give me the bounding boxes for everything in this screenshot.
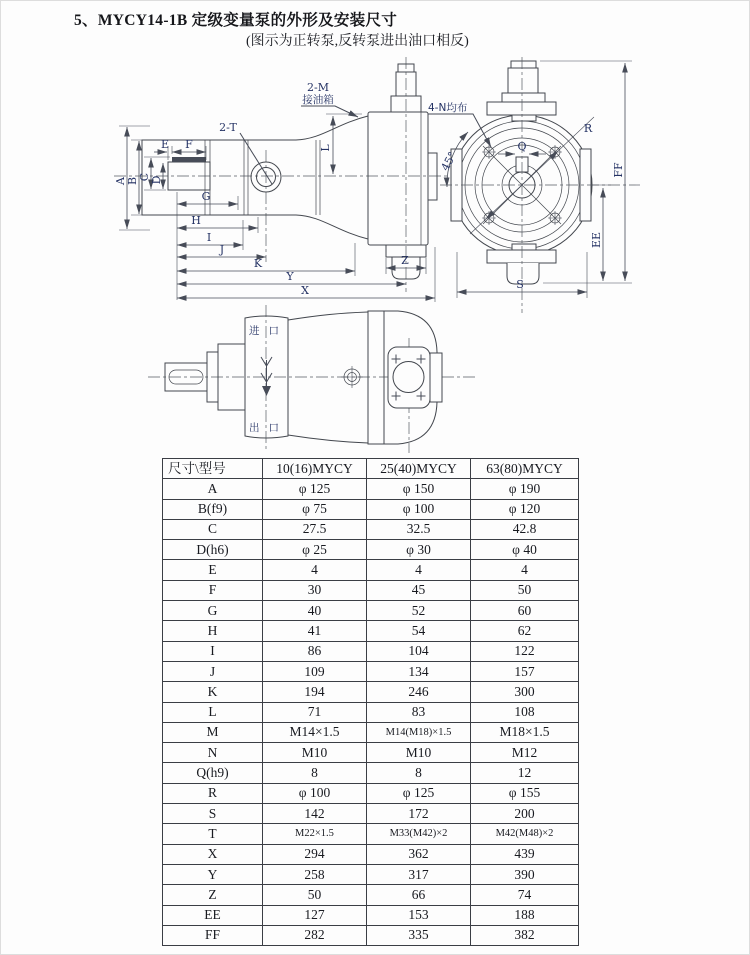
table-row bbox=[163, 499, 579, 519]
table-cell: 104 bbox=[367, 641, 471, 661]
table-cell: 41 bbox=[263, 621, 367, 641]
table-row bbox=[163, 601, 579, 621]
corner-header: 尺寸\型号 bbox=[163, 459, 263, 479]
dim-label-Z: Z bbox=[401, 254, 409, 267]
row-label: I bbox=[163, 641, 263, 661]
side-view-drawing bbox=[114, 57, 450, 302]
row-label: T bbox=[163, 824, 263, 844]
dim-label-Y: Y bbox=[286, 270, 294, 283]
dim-label-EE: EE bbox=[590, 231, 603, 249]
table-cell: M22×1.5 bbox=[263, 824, 367, 844]
table-cell: 8 bbox=[367, 763, 471, 783]
dim-label-E: E bbox=[160, 138, 170, 151]
table-cell: M42(M48)×2 bbox=[471, 824, 579, 844]
table-cell: 300 bbox=[471, 682, 579, 702]
angle-label: 45° bbox=[438, 149, 460, 174]
table-cell: φ 150 bbox=[367, 479, 471, 499]
table-cell: 30 bbox=[263, 580, 367, 600]
dim-label-K: K bbox=[253, 257, 263, 270]
table-row bbox=[163, 682, 579, 702]
table-cell: M14×1.5 bbox=[263, 722, 367, 742]
table-cell: 40 bbox=[263, 601, 367, 621]
table-cell: 50 bbox=[263, 885, 367, 905]
table-row bbox=[163, 864, 579, 884]
row-label: EE bbox=[163, 905, 263, 925]
column-header: 63(80)MYCY bbox=[471, 459, 579, 479]
row-label: M bbox=[163, 722, 263, 742]
table-cell: φ 25 bbox=[263, 540, 367, 560]
table-row bbox=[163, 621, 579, 641]
row-label: B(f9) bbox=[163, 499, 263, 519]
table-row bbox=[163, 722, 579, 742]
dim-label-J: J bbox=[219, 243, 225, 256]
table-cell: M10 bbox=[367, 743, 471, 763]
dim-label-S: S bbox=[516, 278, 524, 291]
table-cell: φ 75 bbox=[263, 499, 367, 519]
row-label: J bbox=[163, 661, 263, 681]
dim-label-FF: FF bbox=[612, 162, 625, 178]
table-cell: 71 bbox=[263, 702, 367, 722]
outlet-label: 出口 bbox=[249, 422, 288, 434]
dim-label-I: I bbox=[206, 231, 212, 244]
table-cell: φ 190 bbox=[471, 479, 579, 499]
dim-label-Q: Q bbox=[517, 140, 527, 153]
row-label: A bbox=[163, 479, 263, 499]
table-row bbox=[163, 844, 579, 864]
table-cell: φ 120 bbox=[471, 499, 579, 519]
table-cell: 109 bbox=[263, 661, 367, 681]
table-cell: 258 bbox=[263, 864, 367, 884]
table-cell: φ 125 bbox=[367, 783, 471, 803]
table-cell: 294 bbox=[263, 844, 367, 864]
table-cell: 153 bbox=[367, 905, 471, 925]
bolt-pattern-label: 4-N均布 bbox=[428, 102, 468, 114]
row-label: R bbox=[163, 783, 263, 803]
shaft-key bbox=[172, 157, 206, 162]
row-label: G bbox=[163, 601, 263, 621]
row-label: Z bbox=[163, 885, 263, 905]
table-cell: M14(M18)×1.5 bbox=[367, 722, 471, 742]
rotation-arrow-icon bbox=[261, 357, 272, 396]
table-cell: 27.5 bbox=[263, 519, 367, 539]
row-label: C bbox=[163, 519, 263, 539]
table-cell: 108 bbox=[471, 702, 579, 722]
table-cell: 362 bbox=[367, 844, 471, 864]
table-cell: M12 bbox=[471, 743, 579, 763]
technical-drawing bbox=[0, 0, 750, 458]
table-cell: 4 bbox=[263, 560, 367, 580]
table-cell: 246 bbox=[367, 682, 471, 702]
row-label: D(h6) bbox=[163, 540, 263, 560]
row-label: FF bbox=[163, 925, 263, 945]
dim-label-C: C bbox=[138, 172, 151, 182]
column-header: 25(40)MYCY bbox=[367, 459, 471, 479]
dim-label-X: X bbox=[301, 284, 309, 297]
table-row bbox=[163, 824, 579, 844]
table-cell: 4 bbox=[367, 560, 471, 580]
table-cell: 157 bbox=[471, 661, 579, 681]
row-label: K bbox=[163, 682, 263, 702]
table-row bbox=[163, 661, 579, 681]
page-subtitle: (图示为正转泵,反转泵进出油口相反) bbox=[246, 34, 469, 49]
table-cell: 12 bbox=[471, 763, 579, 783]
row-label: Y bbox=[163, 864, 263, 884]
table-cell: 4 bbox=[471, 560, 579, 580]
table-cell: 142 bbox=[263, 804, 367, 824]
dim-label-F: F bbox=[185, 138, 193, 151]
dim-label-A: A bbox=[114, 177, 127, 185]
table-cell: 439 bbox=[471, 844, 579, 864]
row-label: H bbox=[163, 621, 263, 641]
dimension-table-body bbox=[163, 459, 579, 946]
row-label: X bbox=[163, 844, 263, 864]
dim-label-R: R bbox=[583, 122, 593, 135]
table-cell: 282 bbox=[263, 925, 367, 945]
dim-label-G: G bbox=[201, 190, 211, 203]
row-label: S bbox=[163, 804, 263, 824]
table-cell: 335 bbox=[367, 925, 471, 945]
table-row bbox=[163, 804, 579, 824]
table-cell: 32.5 bbox=[367, 519, 471, 539]
top-view-drawing bbox=[148, 305, 478, 453]
table-row bbox=[163, 925, 579, 945]
table-cell: 188 bbox=[471, 905, 579, 925]
table-cell: φ 155 bbox=[471, 783, 579, 803]
table-cell: φ 100 bbox=[367, 499, 471, 519]
table-row bbox=[163, 479, 579, 499]
row-label: N bbox=[163, 743, 263, 763]
table-cell: M10 bbox=[263, 743, 367, 763]
table-row bbox=[163, 560, 579, 580]
dim-label-B: B bbox=[126, 176, 139, 186]
dim-label-L: L bbox=[319, 144, 332, 152]
table-cell: 60 bbox=[471, 601, 579, 621]
dimension-table bbox=[162, 458, 579, 946]
table-row bbox=[163, 540, 579, 560]
front-view-drawing bbox=[428, 57, 640, 313]
table-cell: 54 bbox=[367, 621, 471, 641]
table-cell: M33(M42)×2 bbox=[367, 824, 471, 844]
dim-label-D: D bbox=[150, 175, 163, 185]
row-label: E bbox=[163, 560, 263, 580]
table-cell: 83 bbox=[367, 702, 471, 722]
table-cell: 127 bbox=[263, 905, 367, 925]
page-title: 5、MYCY14-1B 定级变量泵的外形及安装尺寸 bbox=[74, 12, 398, 29]
column-header: 10(16)MYCY bbox=[263, 459, 367, 479]
dim-label-H: H bbox=[191, 214, 201, 227]
table-row bbox=[163, 641, 579, 661]
table-cell: 50 bbox=[471, 580, 579, 600]
table-row bbox=[163, 783, 579, 803]
table-cell: 382 bbox=[471, 925, 579, 945]
table-row bbox=[163, 885, 579, 905]
table-cell: 52 bbox=[367, 601, 471, 621]
table-cell: 86 bbox=[263, 641, 367, 661]
table-cell: φ 30 bbox=[367, 540, 471, 560]
table-cell: 200 bbox=[471, 804, 579, 824]
table-cell: 317 bbox=[367, 864, 471, 884]
table-header-row bbox=[163, 459, 579, 479]
table-cell: φ 125 bbox=[263, 479, 367, 499]
drain-label-line1: 2-M bbox=[307, 81, 329, 94]
table-cell: φ 40 bbox=[471, 540, 579, 560]
row-label: F bbox=[163, 580, 263, 600]
table-row bbox=[163, 905, 579, 925]
table-row bbox=[163, 580, 579, 600]
table-row bbox=[163, 519, 579, 539]
table-cell: 74 bbox=[471, 885, 579, 905]
table-cell: 134 bbox=[367, 661, 471, 681]
table-row bbox=[163, 702, 579, 722]
row-label: Q(h9) bbox=[163, 763, 263, 783]
inlet-label: 进口 bbox=[249, 325, 288, 337]
table-cell: 122 bbox=[471, 641, 579, 661]
table-cell: 66 bbox=[367, 885, 471, 905]
table-cell: 8 bbox=[263, 763, 367, 783]
table-row bbox=[163, 743, 579, 763]
table-cell: 172 bbox=[367, 804, 471, 824]
table-cell: 45 bbox=[367, 580, 471, 600]
port-thread-label: 2-T bbox=[219, 121, 237, 134]
row-label: L bbox=[163, 702, 263, 722]
table-cell: M18×1.5 bbox=[471, 722, 579, 742]
table-row bbox=[163, 763, 579, 783]
drain-label-line2: 接油箱 bbox=[302, 94, 334, 106]
table-cell: 194 bbox=[263, 682, 367, 702]
table-cell: φ 100 bbox=[263, 783, 367, 803]
table-cell: 390 bbox=[471, 864, 579, 884]
table-cell: 42.8 bbox=[471, 519, 579, 539]
table-cell: 62 bbox=[471, 621, 579, 641]
